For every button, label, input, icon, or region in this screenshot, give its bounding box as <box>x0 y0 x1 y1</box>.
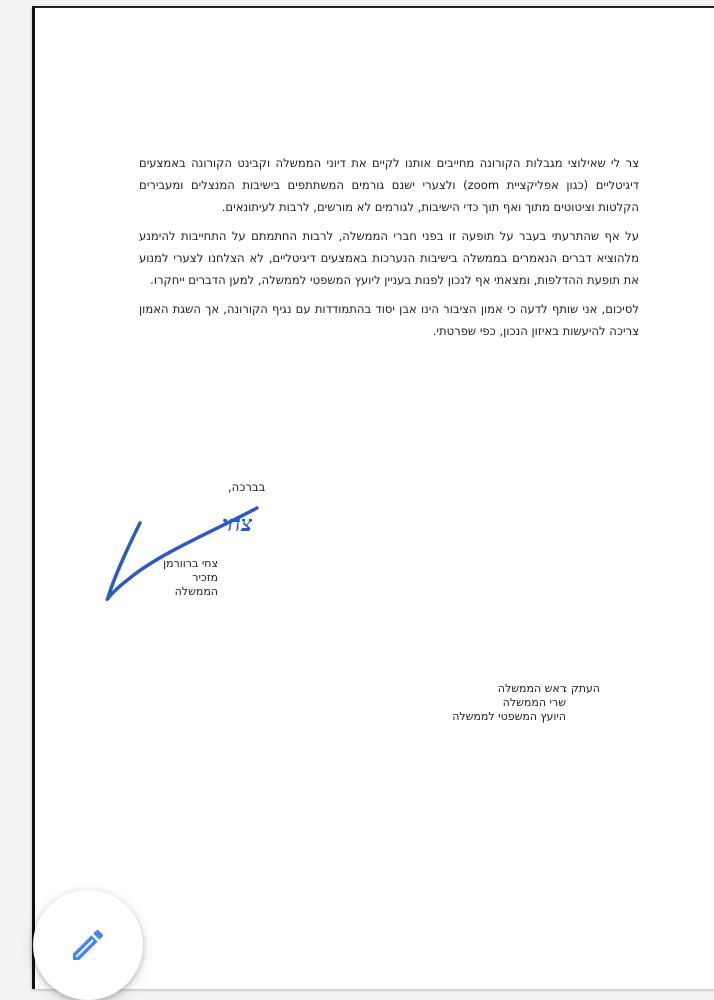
paragraph-1: צר לי שאילוצי מגבלות הקורונה מחייבים אותנו לקיים את דיוני הממשלה וקבינט הקורונה באמצעים דיגיטליים (כגון אפליקציית zoom) ולצערי ישנם גורמים המשתתפים בישיבות המנצלים ומעבירים הקלטות וציטוטים מתוך ואף תוך כדי הישיבות, לגורמים לא מורשים, לרבות לעיתונאים. <box>139 156 639 214</box>
signer-title: מזכיר הממשלה <box>174 571 218 598</box>
cc-recipient: ראש הממשלה <box>497 682 566 695</box>
cc-recipient: שרי הממשלה <box>502 696 566 709</box>
letter-body <box>139 152 639 349</box>
signer-name: צחי ברוורמן <box>163 557 218 570</box>
signature-mark: צחי <box>222 511 253 537</box>
cc-recipients <box>452 682 566 724</box>
paragraph-2: על אף שהתרעתי בעבר על תופעה זו בפני חברי הממשלה, לרבות החתמתם על התחייבות להימנע מלהוציא דברים הנאמרים בממשלה בישיבות הנערכות באמצעים דיגיטליים, לא הצלחנו לצערי למנוע את תופעת ההדלפות, ומצאתי אף לנכון לפנות בעניין ליועץ המשפטי לממשלה, למען הדברים ייחקרו. <box>139 229 639 287</box>
edit-fab-button[interactable] <box>33 890 143 1000</box>
cc-recipient: היועץ המשפטי לממשלה <box>452 710 566 723</box>
cc-label: העתק : <box>563 682 600 695</box>
paragraph-3: לסיכום, אני שותף לדעה כי אמון הציבור הינו אבן יסוד בהתמודדות עם נגיף הקורונה, אך השגת האמון צריכה להיעשות באיזון הנכון, כפי שפרטתי. <box>139 302 639 338</box>
signer-block <box>158 557 218 599</box>
closing-greeting: בברכה, <box>228 480 266 494</box>
pencil-icon <box>68 925 108 965</box>
